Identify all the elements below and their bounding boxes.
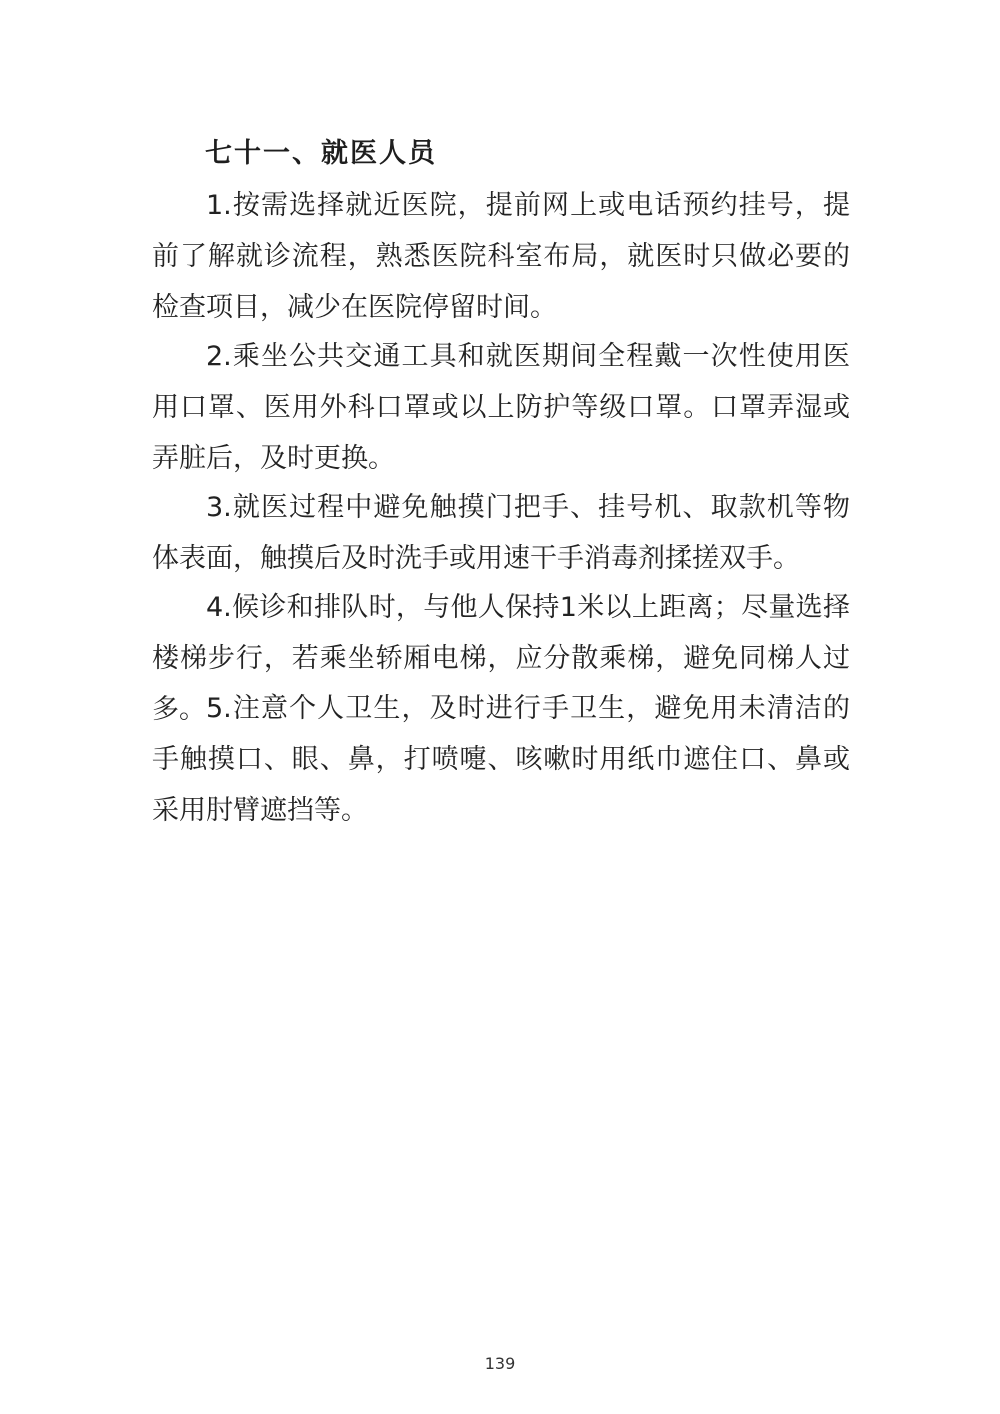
paragraph-5: 5.注意个人卫生，及时进行手卫生，避免用未清洁的手触摸口、眼、鼻，打喷嚏、咳嗽时用纸巾遮住口、鼻或采用肘臂遮挡等。: [152, 693, 850, 826]
paragraph-4: 4.候诊和排队时，与他人保持1米以上距离；尽量选择楼梯步行，若乘坐轿厢电梯，应分散乘梯，避免同梯人过多。: [152, 592, 850, 725]
paragraph-1: 1.按需选择就近医院，提前网上或电话预约挂号，提前了解就诊流程，熟悉医院科室布局，就医时只做必要的检查项目，减少在医院停留时间。: [152, 190, 850, 323]
section-heading: 七十一、就医人员: [205, 138, 437, 169]
paragraph-2: 2.乘坐公共交通工具和就医期间全程戴一次性使用医用口罩、医用外科口罩或以上防护等级口罩。口罩弄湿或弄脏后，及时更换。: [152, 341, 850, 474]
page-number: 139: [484, 1354, 516, 1373]
paragraph-3: 3.就医过程中避免触摸门把手、挂号机、取款机等物体表面，触摸后及时洗手或用速干手消毒剂揉搓双手。: [152, 492, 850, 574]
